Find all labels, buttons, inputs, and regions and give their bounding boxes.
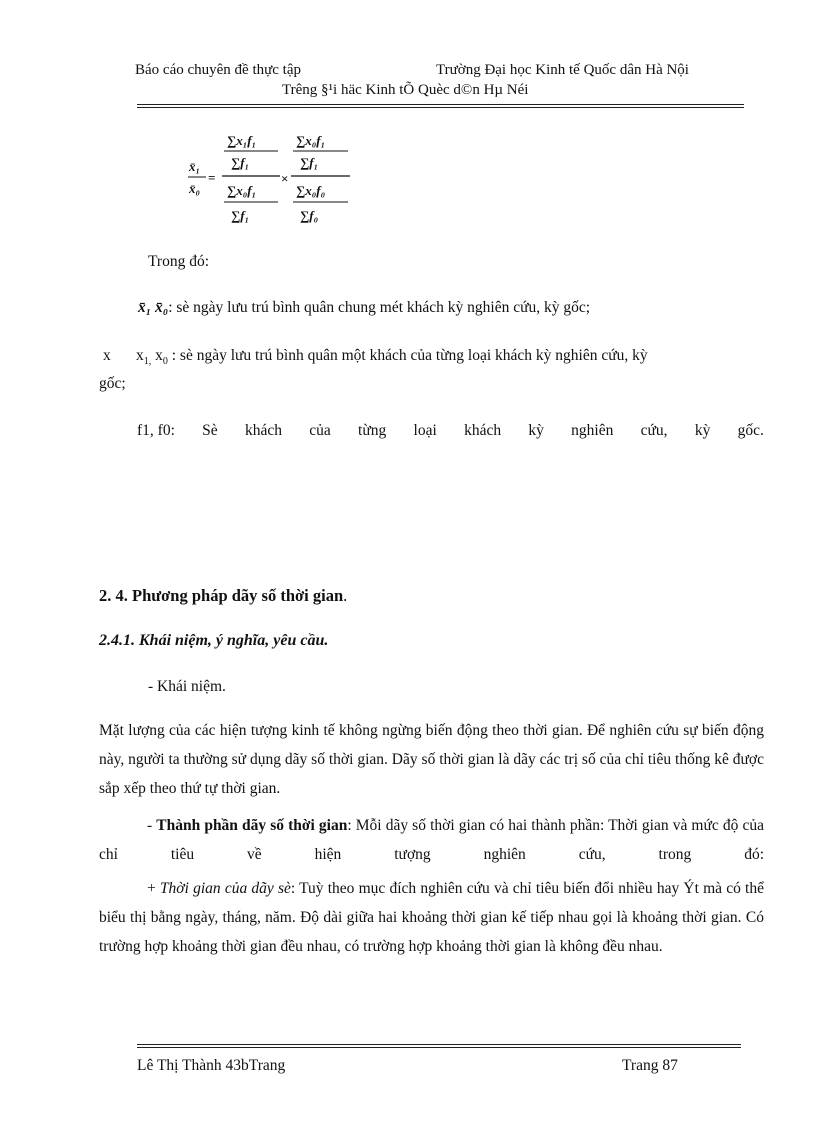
footer-rule-bottom: [137, 1047, 741, 1048]
term-7: ∑x₀f₀: [296, 183, 326, 198]
def3-word: cứu,: [640, 422, 668, 439]
para3-italic-term: Thời gian của dãy sè: [159, 880, 291, 897]
def3-word: loại: [413, 422, 437, 439]
section-title: [99, 586, 347, 606]
term-1: ∑x₁f₁: [227, 133, 257, 148]
bullet-khai-niem: - Khái niệm.: [148, 678, 226, 695]
def3-symbols: f1, f0:: [137, 422, 175, 439]
term-8: ∑f₀: [300, 208, 319, 223]
definition-2-lead-x: x: [103, 347, 111, 364]
x0-subscript: 0: [162, 356, 168, 368]
definition-mean-mot-khach: [136, 348, 648, 367]
header-garbled: Trêng §¹i häc Kinh tÕ Quèc d©n Hµ Néi: [282, 82, 529, 98]
def3-word: khách: [464, 422, 502, 439]
footer-rule-top: [137, 1044, 741, 1045]
definition-1-text: : sè ngày lưu trú bình quân chung mét khách kỳ nghiên cứu, kỳ gốc;: [168, 299, 591, 316]
x0-symbol: x: [151, 347, 163, 364]
paragraph-thoi-gian: [99, 874, 764, 961]
header-rule-top: [137, 104, 744, 105]
definition-2-text: : sè ngày lưu trú bình quân một khách của từng loại khách kỳ nghiên cứu, kỳ: [171, 347, 648, 364]
lhs-numerator: x̄₁: [189, 159, 201, 174]
formula-graphic: [186, 125, 366, 230]
def3-word: từng: [358, 422, 387, 439]
def3-word: của: [309, 422, 331, 439]
term-4: ∑f₁: [231, 208, 250, 223]
para3-plus: +: [147, 880, 160, 897]
para3-rest: : Tuỳ theo mục đích nghiên cứu và chỉ tiêu biến đổi nhiều hay Ýt mà có thể biểu thị bằng ngày, tháng, năm. Độ dài giữa hai khoảng thời gian kế tiếp nhau gọi là khoảng thời gian. Có trường hợp khoảng thời gian đều nhau, có trường hợp khoảng thời gian là không đều nhau.: [99, 880, 764, 955]
trong-do-label: Trong đó:: [148, 253, 210, 270]
lhs-denominator: x̄₀: [189, 181, 201, 196]
paragraph-thanh-phan: [99, 811, 764, 869]
def3-word: gốc.: [737, 422, 764, 439]
section-title-dot: .: [343, 586, 348, 605]
def3-word: kỳ: [694, 422, 711, 439]
definition-so-khach: [137, 422, 764, 440]
term-6: ∑f₁: [300, 155, 319, 170]
ratio-formula: [186, 125, 366, 230]
para2-rest: : Mỗi dãy số thời gian có hai thành phần: Thời gian và mức độ của chỉ tiêu về hiện tượng nghiên cứu, trong đó:: [99, 817, 764, 863]
footer-page-number: Trang 87: [622, 1057, 678, 1074]
term-5: ∑x₀f₁: [296, 133, 326, 148]
x1-symbol: x: [136, 347, 144, 364]
header-rule-bottom: [137, 107, 744, 108]
mean-symbols: x̄₁ x̄₀: [138, 299, 169, 316]
section-title-text: 2. 4. Phương pháp dãy số thời gian: [99, 586, 344, 605]
para2-bold-term: Thành phần dãy số thời gian: [156, 817, 348, 834]
x1-subscript: 1,: [143, 356, 152, 368]
header-right: Trường Đại học Kinh tế Quốc dân Hà Nội: [436, 62, 689, 78]
def3-word: kỳ: [528, 422, 544, 439]
def3-word: khách: [244, 422, 282, 439]
definition-mean-chung: [138, 300, 590, 316]
header-left: Báo cáo chuyên đề thực tập: [135, 62, 301, 78]
para2-dash: -: [147, 817, 157, 834]
def3-word: nghiên: [571, 422, 614, 439]
term-2: ∑f₁: [231, 155, 250, 170]
paragraph-khai-niem: Mặt lượng của các hiện tượng kinh tế không ngừng biến động theo thời gian. Để nghiên cứu sự biến động này, người ta thường sử dụng dãy số thời gian. Dãy số thời gian là dãy các trị số của chỉ tiêu thống kê được sắp xếp theo thứ tự thời gian.: [99, 722, 764, 797]
definition-2-continuation: gốc;: [99, 375, 126, 392]
subsection-title: 2.4.1. Khái niệm, ý nghĩa, yêu cầu.: [99, 632, 329, 649]
footer-author: Lê Thị Thành 43bTrang: [137, 1057, 286, 1074]
equals-sign: =: [208, 170, 216, 185]
def3-word: Sè: [202, 422, 218, 439]
times-sign: ×: [281, 171, 289, 186]
term-3: ∑x₀f₁: [227, 183, 257, 198]
